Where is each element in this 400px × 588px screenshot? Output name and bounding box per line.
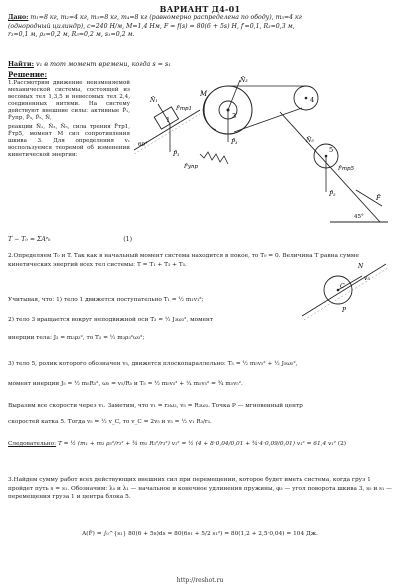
derivation-line-5: момент инерции J₅ = ½ m₅R₅², ω₅ = v₅/R₅ и T₅ = ½ m₅v₅² + ¼ m₅v₅² = ¾ m₅v₅². <box>8 381 243 387</box>
footer-url: http://reshot.ru <box>176 577 224 584</box>
label-body-1: 1 <box>166 116 171 124</box>
inset-label-p: P <box>342 307 347 314</box>
solution-paragraph-1: 1.Рассмотрим движение неизменяемой механической системы, состоящей из весомых тел 1,3,5 и невесомых тел 2,4, соединенных нитями. На систему действуют внешние силы: активные P̄₁, F̄упр, P̄₃, P̄₅, N̄, <box>8 80 130 122</box>
given-line-1: m₁=8 кг, m₂=4 кг, m₃=8 кг, m₄=8 кг (равномерно распределена по ободу), m₅=4 кг <box>30 14 302 21</box>
inset-label-c: C <box>340 283 345 290</box>
spring <box>200 152 228 164</box>
energy-theorem-formula <box>8 236 132 243</box>
formula-1-text: T − T₀ = ΣAᵉₖ <box>8 236 51 243</box>
belt-bottom <box>234 108 302 132</box>
label-f: F̄ <box>376 194 381 202</box>
given-line-2: (однородный цилиндр), c=240 Н/м, M=1,4 Нм, F = f(s) = 80(6 + 5s) Н, f′=0,1, R₃=0,3 м, <box>8 22 295 30</box>
find-label: Найти: <box>8 60 34 68</box>
work-equation: A(F̄) = ∫₀^{s₁} 80(6 + 5s)ds = 80(6s₁ + 5/2 s₁²) = 80(1,2 + 2,5·0,04) = 104 Дж. <box>82 531 318 537</box>
solution-column-text <box>8 80 130 160</box>
label-n5: N̄₅ <box>306 137 314 144</box>
derivation-line-7: скоростей катка 5. Тогда v₅ = ½ v_C, то v_C = 2v₅ и v₅ = ½ v₁ R₃/r₃. <box>8 419 212 425</box>
derivation-line-1: Учитывая, что: 1) тело 1 движется поступательно T₁ = ½ m₁v₁²; <box>8 297 204 303</box>
label-ftr1: F̄тр1 <box>176 106 193 112</box>
label-ftr5: F̄тр5 <box>338 166 355 172</box>
label-n3: N̄₃ <box>240 77 248 84</box>
given-label: Дано: <box>8 14 29 21</box>
inset-label-v5: v₅ <box>364 275 370 282</box>
label-p3: P̄₃ <box>231 139 238 146</box>
derivation-line-6: Выразим все скорости через v₁. Заметим, что v₁ = r₃ω₃, v₅ = R₃ω₃. Точка P — мгновенный центр <box>8 403 303 409</box>
label-n1: N̄₁ <box>150 97 158 104</box>
derivation-line-4: 3) тело 5, ролик которого обозначен v₅, движется плоскопараллельно: T₅ = ½ m₅v₅² + ½ J₅ω₅², <box>8 361 298 367</box>
mechanism-diagram <box>130 72 392 232</box>
solution-heading: Решение: <box>8 70 48 79</box>
label-p1: P̄₁ <box>173 151 180 158</box>
substitution-number: (2) <box>337 441 347 447</box>
solution-paragraph-2: реакции N̄₁, N̄₃, N̄₅, сила трения F̄тр1, F̄тр5, момент M сил сопротивления шкива 3. Для определения v₁ воспользуемся теоремой об изменении кинетической энергии: <box>8 123 130 158</box>
formula-1-number: (1) <box>123 236 132 243</box>
label-p5: P̄₅ <box>329 191 336 198</box>
substitution-label: Следовательно: <box>8 441 57 447</box>
arrow-n3 <box>228 80 240 110</box>
substitution-equation: T = ½ (m₁ + m₃ ρ₃²/r₃² + ¾ m₅ R₃²/r₃²) v₁² = ½ (4 + 8·0,04/0,01 + ¾·4·0,09/0,01) v₁² = 61,4 v₁² <box>57 441 336 447</box>
given-line-3: r₃=0,1 м, ρ₃=0,2 м, R₅=0,2 м, s₁=0,2 м. <box>8 31 135 38</box>
label-fupr: F̄упр <box>184 164 199 170</box>
label-body-3: 3 <box>232 112 237 120</box>
substitution-block <box>8 440 392 449</box>
find-text: v₁ в тот момент времени, когда s = s₁ <box>36 60 171 68</box>
label-body-5: 5 <box>329 146 334 154</box>
derivation-line-2: 2) тело 3 вращается вокруг неподвижной оси T₃ = ½ J₃ω₃², момент <box>8 317 214 323</box>
find-block <box>8 60 171 68</box>
given-block <box>8 14 392 40</box>
derivation-line-3: инерции тела: J₃ = m₃ρ₃², то T₃ = ½ m₃ρ₃²ω₃²; <box>8 335 145 341</box>
label-angle-60: 60° <box>138 142 148 148</box>
pulley-4-axis <box>305 97 308 100</box>
paragraph-kinetic-energy: 2.Определяем T₀ и T. Так как в начальный момент система находится в покое, то T₀ = 0. Величина T равна сумме кинетических энергий всех тел системы: T = T₁ + T₃ + T₅. <box>8 253 359 268</box>
label-angle-45: 45° <box>354 214 364 220</box>
inset-label-n: N <box>358 263 364 270</box>
page-title: ВАРИАНТ Д4-01 <box>159 4 241 14</box>
paragraph-work: 3.Найдем сумму работ всех действующих внешних сил при перемещении, которое будет иметь система, когда груз 1 пройдет путь s = s₁. Обозначим: λ₀ и λ₁ — начальное и конечное удлинения пружины, φ₃ — угол поворота шкива 3, s₅ и s₁ — перемещения груза 1 и центра блока 5. <box>8 477 392 501</box>
label-body-4: 4 <box>310 96 315 104</box>
label-moment: M <box>200 90 208 98</box>
